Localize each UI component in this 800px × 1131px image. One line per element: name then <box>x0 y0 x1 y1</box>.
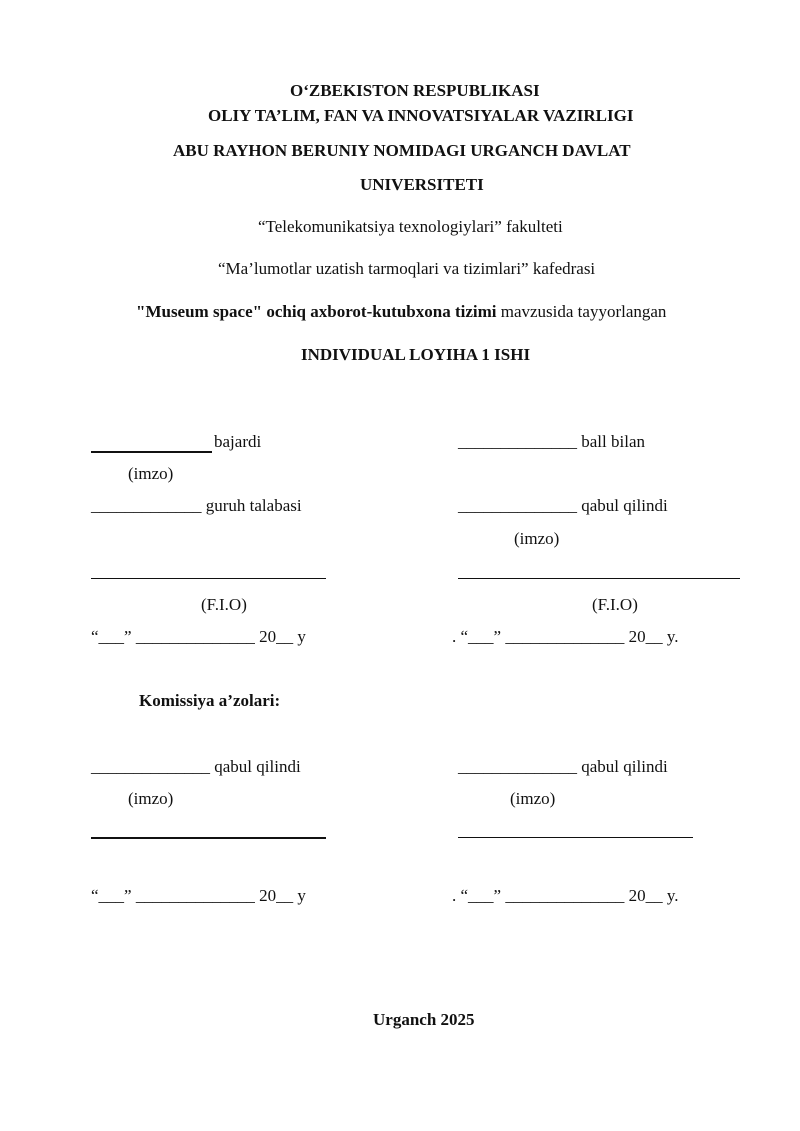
header-line-1: O‘ZBEKISTON RESPUBLIKASI <box>290 81 540 100</box>
right-fio-label: (F.I.O) <box>592 595 638 614</box>
bajardi-label: bajardi <box>214 432 262 451</box>
right-imzo-label: (imzo) <box>514 529 560 548</box>
bajardi-blank-line <box>91 451 212 453</box>
commission-title: Komissiya a’zolari: <box>139 691 281 710</box>
commission-right-date: . “___” ______________ 20__ y. <box>452 886 679 905</box>
guruh-talabasi-label: _____________ guruh talabasi <box>91 496 302 515</box>
city-year: Urganch 2025 <box>373 1010 475 1029</box>
header-line-2: OLIY TA’LIM, FAN VA INNOVATSIYALAR VAZIRLIGI <box>208 106 634 125</box>
right-date: . “___” ______________ 20__ y. <box>452 627 679 646</box>
department-name: “Ma’lumotlar uzatish tarmoqlari va tizimlari” kafedrasi <box>218 259 596 278</box>
left-fio-label: (F.I.O) <box>201 595 247 614</box>
commission-left-qabul: ______________ qabul qilindi <box>91 757 301 776</box>
faculty-name: “Telekomunikatsiya texnologiylari” fakulteti <box>258 217 563 236</box>
left-imzo-label: (imzo) <box>128 464 174 483</box>
work-title: INDIVIDUAL LOYIHA 1 ISHI <box>301 345 531 364</box>
project-topic-rest: mavzusida tayyorlangan <box>496 302 667 321</box>
project-topic-bold: "Museum space" ochiq axborot-kutubxona tizimi <box>136 302 497 321</box>
left-date: “___” ______________ 20__ y <box>91 627 306 646</box>
header-line-4: UNIVERSITETI <box>360 175 484 194</box>
project-topic <box>136 303 666 320</box>
commission-left-date: “___” ______________ 20__ y <box>91 886 306 905</box>
ball-bilan-label: ______________ ball bilan <box>458 432 645 451</box>
commission-right-qabul: ______________ qabul qilindi <box>458 757 668 776</box>
right-fio-line <box>458 578 740 579</box>
commission-left-imzo: (imzo) <box>128 789 174 808</box>
commission-right-line <box>458 837 693 838</box>
header-line-3: ABU RAYHON BERUNIY NOMIDAGI URGANCH DAVLAT <box>173 141 631 160</box>
commission-left-line <box>91 837 326 839</box>
right-qabul-label: ______________ qabul qilindi <box>458 496 668 515</box>
commission-right-imzo: (imzo) <box>510 789 556 808</box>
left-fio-line <box>91 578 326 579</box>
